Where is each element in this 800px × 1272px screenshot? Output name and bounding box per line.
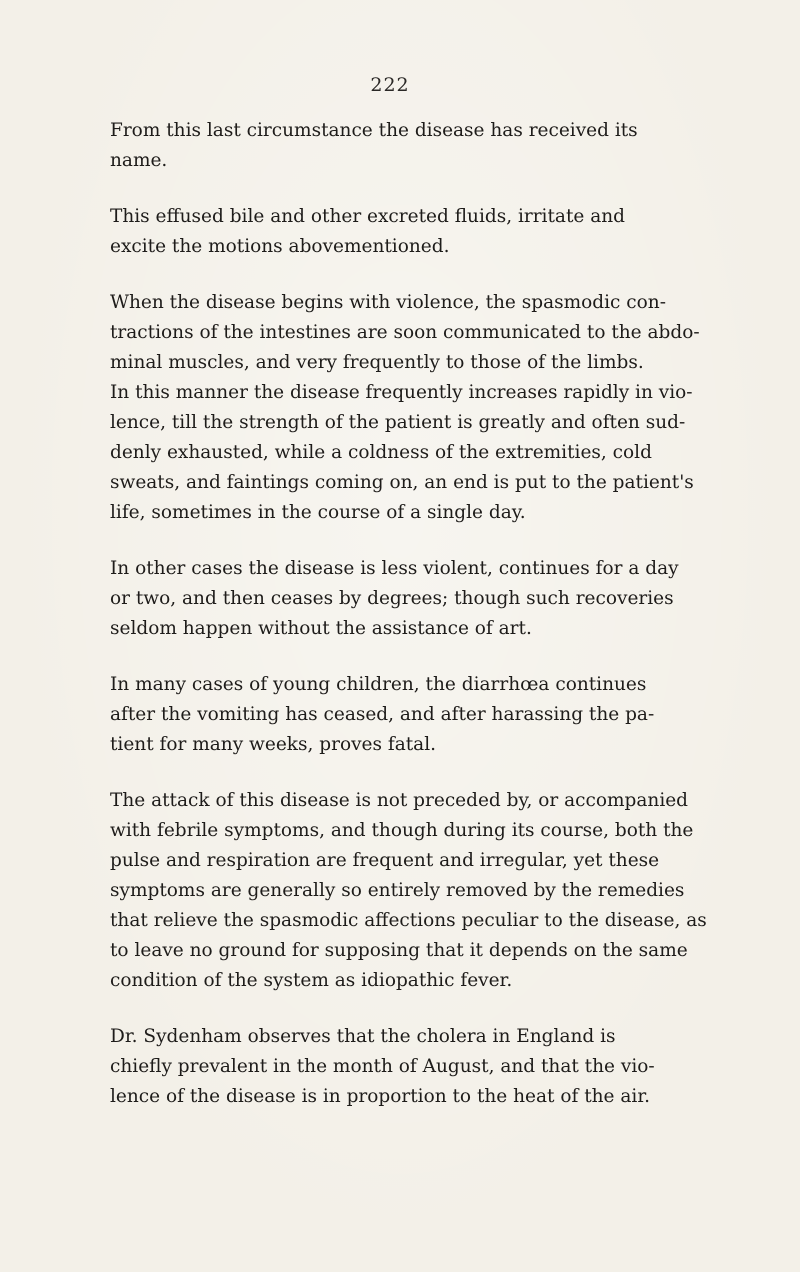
text-line: lence, till the strength of the patient is greatly and often sud- [110, 412, 686, 433]
body-text [110, 116, 707, 1138]
text-line: The attack of this disease is not preceded by, or accompanied [110, 790, 689, 811]
text-line: lence of the disease is in proportion to the heat of the air. [110, 1086, 651, 1107]
text-line: excite the motions abovementioned. [110, 236, 450, 257]
text-line: This effused bile and other excreted fluids, irritate and [110, 206, 625, 227]
text-line: with febrile symptoms, and though during its course, both the [110, 820, 694, 841]
page-number: 222 [370, 74, 410, 96]
text-line: name. [110, 150, 168, 171]
paragraph-4 [110, 554, 694, 644]
text-line: tractions of the intestines are soon communicated to the abdo- [110, 322, 700, 343]
text-line: chiefly prevalent in the month of August, and that the vio- [110, 1056, 655, 1077]
text-line: seldom happen without the assistance of art. [110, 618, 532, 639]
paragraph-3 [110, 288, 700, 528]
text-line: or two, and then ceases by degrees; though such recoveries [110, 588, 674, 609]
paragraph-1 [110, 116, 694, 176]
paragraph-6 [110, 786, 707, 996]
text-line: after the vomiting has ceased, and after harassing the pa- [110, 704, 655, 725]
text-line: From this last circumstance the disease has received its [110, 120, 638, 141]
text-line: to leave no ground for supposing that it depends on the same [110, 940, 688, 961]
text-line: When the disease begins with violence, the spasmodic con- [110, 292, 666, 313]
paragraph-5 [110, 670, 694, 760]
text-line: sweats, and faintings coming on, an end is put to the patient's [110, 472, 694, 493]
text-line: pulse and respiration are frequent and irregular, yet these [110, 850, 660, 871]
text-line: In many cases of young children, the diarrhœa continues [110, 674, 647, 695]
text-line: that relieve the spasmodic affections peculiar to the disease, as [110, 910, 707, 931]
text-line: tient for many weeks, proves fatal. [110, 734, 436, 755]
paragraph-2 [110, 202, 694, 262]
text-line: life, sometimes in the course of a single day. [110, 502, 526, 523]
text-line: Dr. Sydenham observes that the cholera in England is [110, 1026, 616, 1047]
text-line: In other cases the disease is less violent, continues for a day [110, 558, 679, 579]
text-line: condition of the system as idiopathic fever. [110, 970, 513, 991]
text-line: minal muscles, and very frequently to those of the limbs. [110, 352, 644, 373]
text-line: denly exhausted, while a coldness of the extremities, cold [110, 442, 652, 463]
paragraph-7 [110, 1022, 694, 1112]
text-line: In this manner the disease frequently increases rapidly in vio- [110, 382, 693, 403]
text-line: symptoms are generally so entirely removed by the remedies [110, 880, 685, 901]
